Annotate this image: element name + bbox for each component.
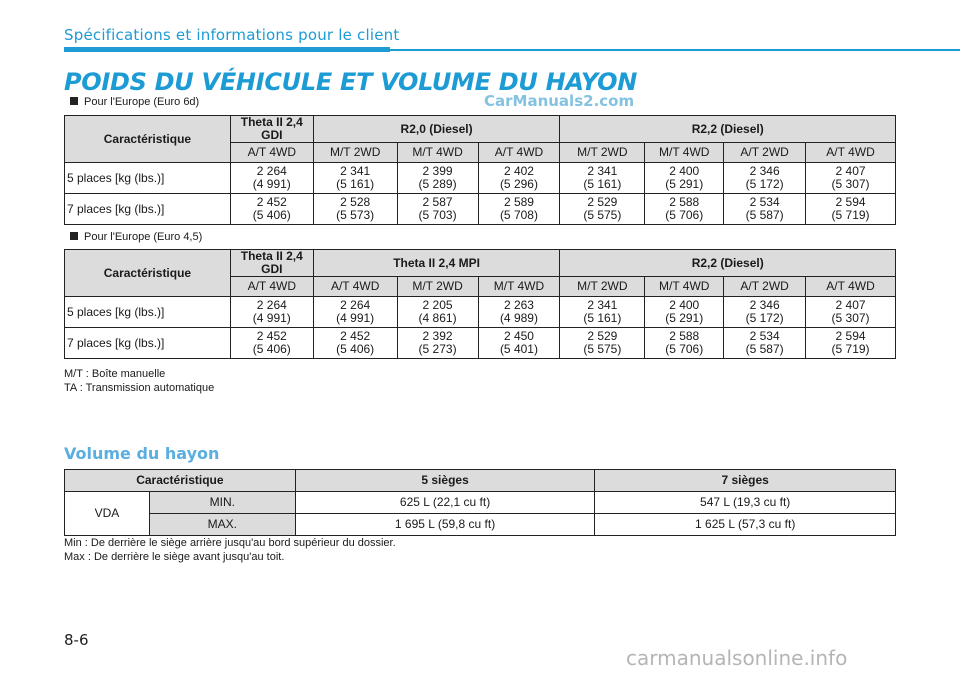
- weight-cell: 2 392 (5 273): [397, 328, 478, 359]
- weight-cell: 2 587 (5 703): [397, 194, 478, 225]
- table2-subheader: A/T 4WD: [230, 277, 313, 297]
- weight-cell: 2 452 (5 406): [230, 328, 313, 359]
- weight-cell: 2 400 (5 291): [645, 163, 724, 194]
- footnote-line: Min : De derrière le siège arrière jusqu'au bord supérieur du dossier.: [64, 537, 396, 549]
- page-number: 8-6: [64, 631, 89, 649]
- weight-cell: 2 346 (5 172): [724, 297, 806, 328]
- table-row: [65, 194, 896, 225]
- volume-row-label: MIN.: [149, 492, 295, 514]
- table2-group-header: R2,2 (Diesel): [560, 250, 896, 277]
- weight-cell: 2 450 (5 401): [478, 328, 560, 359]
- site-watermark: carmanualsonline.info: [626, 646, 848, 670]
- table-row: [65, 163, 896, 194]
- table1-char-header: Caractéristique: [65, 116, 231, 163]
- table2-subheader: A/T 4WD: [313, 277, 397, 297]
- weight-table-euro6d: [64, 115, 896, 225]
- volume-cell: 547 L (19,3 cu ft): [595, 492, 896, 514]
- weight-cell: 2 399 (5 289): [397, 163, 478, 194]
- volume-header: 5 sièges: [295, 470, 595, 492]
- table1-subheader: A/T 4WD: [806, 143, 896, 163]
- table2-subheader: A/T 4WD: [806, 277, 896, 297]
- weight-cell: 2 452 (5 406): [313, 328, 397, 359]
- weight-cell: 2 529 (5 575): [560, 328, 645, 359]
- row-label: 7 places [kg (lbs.)]: [65, 328, 231, 359]
- table-row: [65, 297, 896, 328]
- table-row: [65, 328, 896, 359]
- table2-char-header: Caractéristique: [65, 250, 231, 297]
- table2-subheader: A/T 2WD: [724, 277, 806, 297]
- trunk-volume-table: [64, 469, 896, 536]
- table2-group-header: Theta II 2,4 GDI: [230, 250, 313, 277]
- weight-cell: 2 400 (5 291): [645, 297, 724, 328]
- weight-cell: 2 346 (5 172): [724, 163, 806, 194]
- table2-subheader: M/T 4WD: [645, 277, 724, 297]
- weight-cell: 2 341 (5 161): [560, 163, 645, 194]
- weight-cell: 2 588 (5 706): [645, 328, 724, 359]
- row-label: 5 places [kg (lbs.)]: [65, 163, 231, 194]
- table2-group-header: Theta II 2,4 MPI: [313, 250, 560, 277]
- weight-cell: 2 341 (5 161): [313, 163, 397, 194]
- weight-cell: 2 529 (5 575): [560, 194, 645, 225]
- row-label: 5 places [kg (lbs.)]: [65, 297, 231, 328]
- weight-cell: 2 205 (4 861): [397, 297, 478, 328]
- volume-cell: 1 625 L (57,3 cu ft): [595, 514, 896, 536]
- weight-cell: 2 594 (5 719): [806, 194, 896, 225]
- table-row: [65, 492, 896, 514]
- section-header-title: Spécifications et informations pour le client: [64, 26, 400, 44]
- table1-subheader: M/T 4WD: [397, 143, 478, 163]
- table2-subheader: M/T 2WD: [397, 277, 478, 297]
- table-row: [65, 514, 896, 536]
- table1-group-header: R2,0 (Diesel): [313, 116, 560, 143]
- weight-cell: 2 588 (5 706): [645, 194, 724, 225]
- bullet-square-icon: [70, 232, 78, 240]
- weight-cell: 2 534 (5 587): [724, 328, 806, 359]
- bullet-square-icon: [70, 97, 78, 105]
- watermark-carmanuals2: CarManuals2.com: [484, 92, 635, 110]
- table2-note-text: Pour l'Europe (Euro 4,5): [84, 231, 203, 243]
- weight-cell: 2 264 (4 991): [230, 297, 313, 328]
- table1-subheader: A/T 4WD: [230, 143, 313, 163]
- vda-label: VDA: [65, 492, 150, 536]
- footnote-line: M/T : Boîte manuelle: [64, 368, 166, 380]
- footnote-line: Max : De derrière le siège avant jusqu'au toit.: [64, 551, 285, 563]
- table1-note: [70, 96, 199, 108]
- weight-cell: 2 263 (4 989): [478, 297, 560, 328]
- volume-cell: 1 695 L (59,8 cu ft): [295, 514, 595, 536]
- table1-group-header: R2,2 (Diesel): [560, 116, 896, 143]
- row-label: 7 places [kg (lbs.)]: [65, 194, 231, 225]
- weight-cell: 2 407 (5 307): [806, 163, 896, 194]
- weight-cell: 2 402 (5 296): [478, 163, 560, 194]
- volume-footnote: [64, 536, 396, 564]
- volume-section-title: Volume du hayon: [64, 444, 220, 463]
- header-rule-thin: [390, 49, 960, 51]
- table1-note-text: Pour l'Europe (Euro 6d): [84, 96, 200, 108]
- table2-note: [70, 231, 202, 243]
- table1-subheader: A/T 2WD: [724, 143, 806, 163]
- header-rule-thick: [64, 47, 390, 52]
- page-title: POIDS DU VÉHICULE ET VOLUME DU HAYON: [64, 68, 638, 96]
- volume-cell: 625 L (22,1 cu ft): [295, 492, 595, 514]
- footnote-line: TA : Transmission automatique: [64, 382, 215, 394]
- weight-cell: 2 534 (5 587): [724, 194, 806, 225]
- weight-cell: 2 589 (5 708): [478, 194, 560, 225]
- volume-header: Caractéristique: [65, 470, 296, 492]
- volume-header: 7 sièges: [595, 470, 896, 492]
- weight-cell: 2 407 (5 307): [806, 297, 896, 328]
- table2-subheader: M/T 4WD: [478, 277, 560, 297]
- weight-cell: 2 341 (5 161): [560, 297, 645, 328]
- volume-row-label: MAX.: [149, 514, 295, 536]
- table1-group-header: Theta II 2,4 GDI: [230, 116, 313, 143]
- table1-subheader: M/T 2WD: [313, 143, 397, 163]
- table1-subheader: M/T 2WD: [560, 143, 645, 163]
- weight-cell: 2 528 (5 573): [313, 194, 397, 225]
- transmission-footnote: [64, 367, 214, 395]
- weight-cell: 2 264 (4 991): [230, 163, 313, 194]
- table1-subheader: M/T 4WD: [645, 143, 724, 163]
- weight-table-euro45: [64, 249, 896, 359]
- weight-cell: 2 594 (5 719): [806, 328, 896, 359]
- table1-subheader: A/T 4WD: [478, 143, 560, 163]
- weight-cell: 2 452 (5 406): [230, 194, 313, 225]
- table2-subheader: M/T 2WD: [560, 277, 645, 297]
- weight-cell: 2 264 (4 991): [313, 297, 397, 328]
